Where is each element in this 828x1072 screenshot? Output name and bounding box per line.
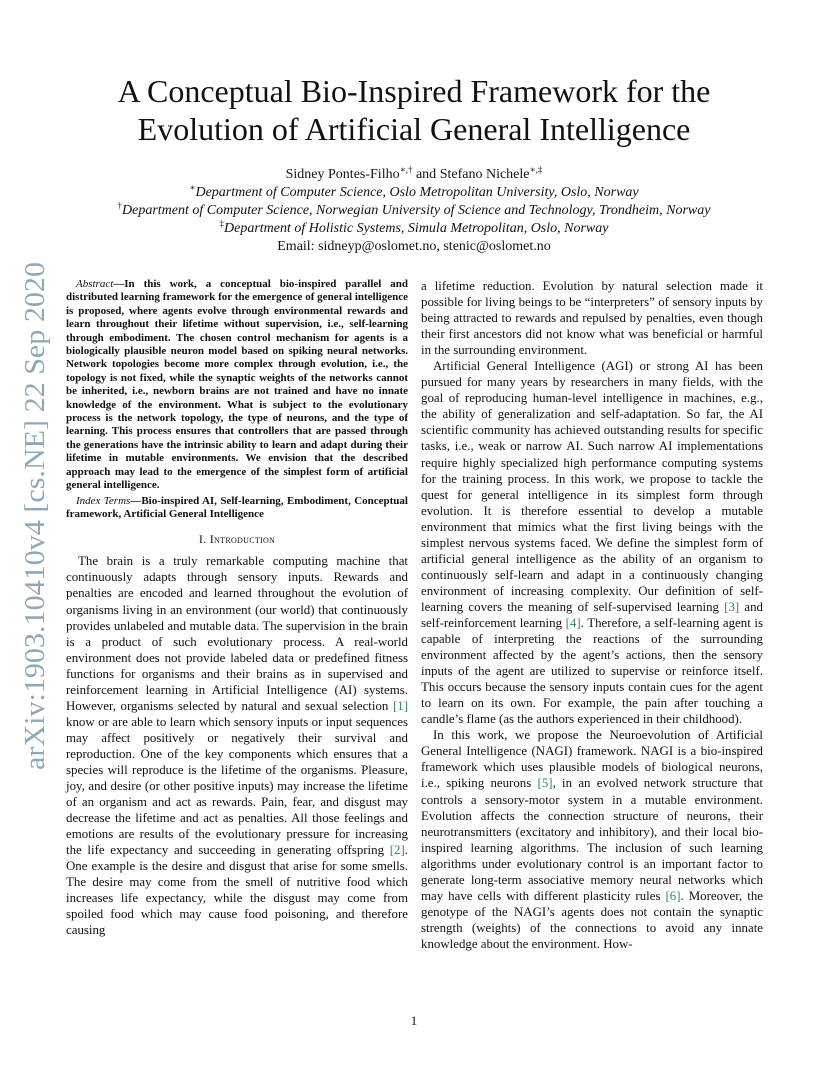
intro-text: The brain is a truly remarkable computing machine that continuously adapts through sensory inputs. Rewards and penalties are encoded and learned throughout the evolution of organisms living in an environment (our world) that continuously provides unlabeled and mutable data. The supervision in the brain is a product of such evolutionary process. A real-world environment does not provide labeled data or predefined fitness functions for organisms and their brains as in supervised and reinforcement learning in Artificial Intelligence (AI) systems. However, organisms selected by natural and sexual selection: [66, 554, 408, 713]
author-email: Email: sidneyp@oslomet.no, stenic@oslomet.no: [277, 239, 551, 254]
author-and: and: [412, 167, 440, 182]
affiliation-3-text: Department of Holistic Systems, Simula Metropolitan, Oslo, Norway: [224, 221, 609, 236]
author-2-marks: ∗,‡: [529, 164, 543, 175]
left-column: [66, 278, 408, 938]
citation-link[interactable]: [ 4 ]: [566, 616, 581, 630]
citation-link[interactable]: [ 3 ]: [724, 600, 739, 614]
author-1: Sidney Pontes-Filho: [285, 167, 400, 182]
intro-paragraph-1: [66, 553, 408, 938]
intro-text: . One example is the desire and disgust that arise for some smells. The desire may come from the smell of nutritive food which increases life expectancy, while the disgust may come from spoiled food which may cause food poisoning, and therefore causing: [66, 843, 408, 938]
citation-link[interactable]: [ 5 ]: [538, 776, 553, 790]
page-number: 1: [410, 1013, 418, 1028]
affiliation-1-text: Department of Computer Science, Oslo Metropolitan University, Oslo, Norway: [195, 185, 639, 200]
affiliation-2-mark: †: [117, 200, 123, 211]
paper-title: A Conceptual Bio-Inspired Framework for the Evolution of Artificial General Intelligence: [117, 73, 711, 147]
index-terms-label: Index Terms: [76, 494, 131, 507]
section-heading: [66, 531, 408, 547]
intro-text: and self-reinforcement learning: [421, 599, 763, 630]
author-2: Stefano Nichele: [439, 167, 530, 182]
intro-text: Artificial General Intelligence (AGI) or strong AI has been pursued for many years by researchers in many fields, with the goal of reproducing human-level intelligence in machines, e.g., the ability of generalization and self-adaptation. So far, the AI scientific community has achieved outstanding results for specific tasks, i.e., weak or narrow AI. Such narrow AI implementations require highly specialized high performance computing systems for the training process. In this work, we propose to tackle the quest for general intelligence in its simplest form through evolution. It is therefore essential to develop a mutable environment that mimics what the first living beings with the simplest nervous systems faced. We define the simplest form of artificial general intelligence as the ability of an organism to continuously self-learn and adapt in a continuously changing environment of increasing complexity. Our definition of self-learning covers the meaning of self-supervised learning: [421, 359, 763, 614]
index-terms-text: —Bio-inspired AI, Self-learning, Embodiment, Conceptual framework, Artificial General Intelligence: [66, 494, 408, 520]
intro-paragraph-continued: a lifetime reduction. Evolution by natural selection made it possible for living beings to be “interpreters” of sensory inputs by being attracted to rewards and repulsed by penalties, even though their first ancestors did not know what was beneficial or harmful in the surrounding environment.: [421, 279, 763, 358]
author-names: [66, 166, 762, 184]
citation-link[interactable]: [ 6 ]: [665, 889, 680, 903]
right-column: [421, 278, 763, 952]
intro-text: . Therefore, a self-learning agent is capable of interpreting the reactions of the surrounding environment affected by the agent’s actions, then the sensory inputs of the agent are utilized to supervise or reinforce itself. This occurs because the sensory inputs contain cues for the agent to learn on its own. For example, the pain after touching a candle’s flame (as the authors experienced in their childhood).: [421, 615, 763, 727]
intro-text: . Moreover, the genotype of the NAGI’s agents does not contain the synaptic strength (weights) of the connections to avoid any innate knowledge about the environment. How-: [421, 888, 763, 951]
author-block: [66, 166, 762, 256]
abstract-label: Abstract: [76, 278, 114, 290]
arxiv-stamp: [0, 258, 60, 770]
arxiv-stamp-text: arXiv:1903.10410v4 [cs.NE] 22 Sep 2020: [20, 297, 51, 770]
abstract-text: —In this work, a conceptual bio-inspired parallel and distributed learning framework for the emergence of general intelligence is proposed, where agents evolve through environmental rewards and learn throughout their lifetime without supervision, i.e., self-learning through embodiment. The chosen control mechanism for agents is a biologically plausible neuron model based on spiking neural networks. Network topologies become more complex through evolution, i.e., the topology is not fixed, while the synaptic weights of the networks cannot be inherited, i.e., newborn brains are not trained and have no innate knowledge of the environment. What is subject to the evolutionary process is the network topology, the type of neurons, and the type of learning. This process ensures that controllers that are passed through the generations have the intrinsic ability to learn and adapt during their lifetime in mutable environments. We envision that the described approach may lead to the emergence of the simplest form of artificial general intelligence.: [66, 278, 408, 492]
intro-paragraph-nagi: [421, 727, 763, 952]
arxiv-stamp-graphic: [0, 258, 60, 770]
affiliation-2-text: Department of Computer Science, Norwegian University of Science and Technology, Trondheim, Norway: [122, 203, 711, 218]
intro-text: In this work, we propose the Neuroevolution of Artificial General Intelligence (NAGI) framework. NAGI is a bio-inspired framework which uses plausible models of biological neurons, i.e., spiking neurons: [421, 728, 763, 791]
index-terms: [66, 495, 408, 522]
affiliation-3-mark: ‡: [219, 218, 225, 229]
citation-link[interactable]: [ 2 ]: [390, 843, 405, 857]
abstract: [66, 278, 408, 493]
intro-text: know or are able to learn which sensory inputs or input sequences may affect positively or negatively their survival and reproduction. One of the key components which ensures that a species will reproduce is the lifetime of the organisms. Pleasure, joy, and desire (or other positive inputs) may increase the lifetime of an organism and act as rewards. Pain, fear, and disgust may decrease the lifetime and act as penalties. All those feelings and emotions are results of the evolutionary pressure for increasing the life expectancy and succeeding in generating offspring: [66, 714, 408, 858]
affiliation-1-mark: ∗: [189, 182, 196, 193]
affiliation-1: [66, 184, 762, 202]
intro-paragraph-agi: [421, 358, 763, 727]
section-number: I.: [198, 532, 207, 547]
intro-text: , in an evolved network structure that controls a sensory-motor system in a mutable environment. Evolution affects the connection structure of neurons, their neurotransmitters (excitatory and inhibitory), and their local bio-inspired learning algorithms. The inclusion of such learning algorithms under evolutionary control is an important factor to generate long-term associative memory neural networks which may have cells with different plasticity rules: [421, 776, 763, 903]
affiliation-2: [66, 202, 762, 220]
affiliation-3: [66, 220, 762, 238]
citation-link[interactable]: [ 1 ]: [393, 699, 408, 713]
section-title: Introduction: [209, 532, 276, 547]
author-1-marks: ∗,†: [399, 164, 413, 175]
